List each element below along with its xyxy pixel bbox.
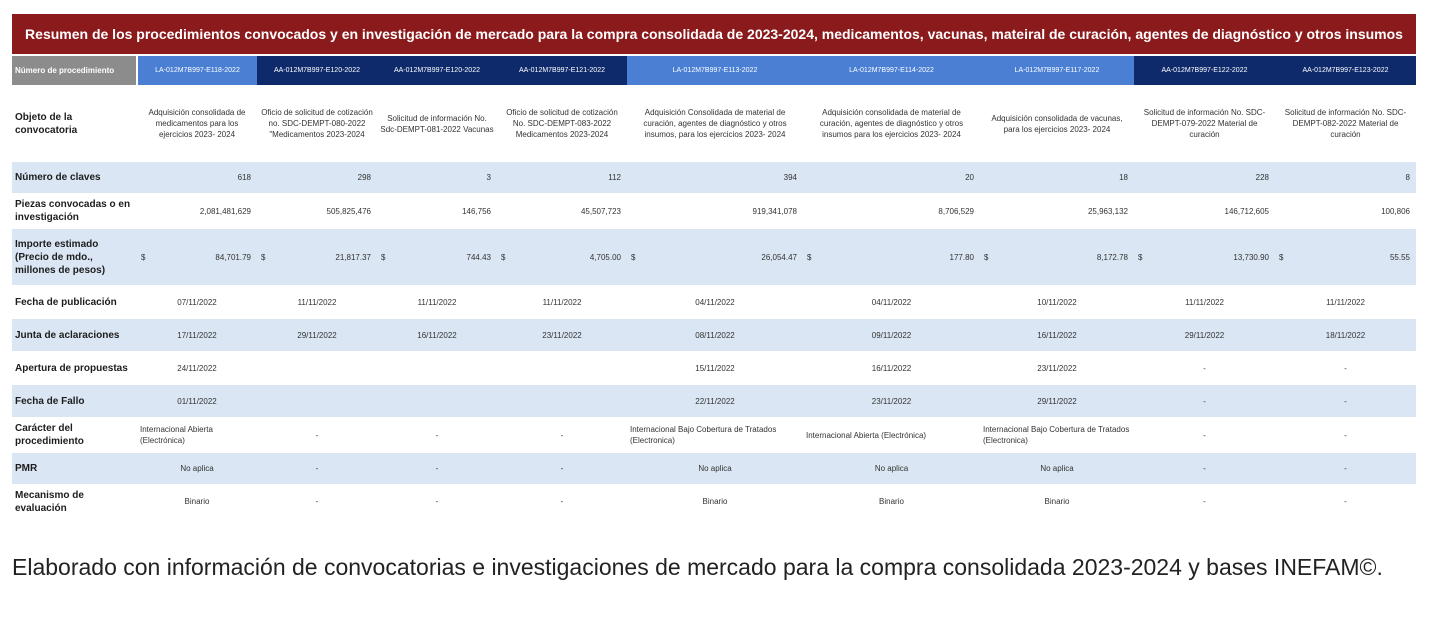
table-cell: No aplica — [627, 453, 803, 484]
table-cell: 146,756 — [462, 206, 491, 216]
currency-symbol: $ — [501, 252, 506, 262]
table-cell: 10/11/2022 — [1037, 297, 1077, 307]
table-cell: 16/11/2022 — [980, 319, 1134, 351]
table-cell: - — [1275, 385, 1416, 417]
row-label: Importe estimado (Precio de mdo., millones de pesos) — [12, 229, 137, 285]
table-cell: Adquisición consolidada de vacunas, para los ejercicios 2023- 2024 — [991, 113, 1123, 134]
table-cell: Solicitud de información No. SDC-DEMPT-079-2022 Material de curación — [1143, 108, 1266, 139]
procedure-number: LA-012M7B997-E114-2022 — [803, 56, 980, 85]
table-cell — [497, 351, 627, 385]
table-cell: 17/11/2022 — [137, 319, 257, 351]
table-cell: 29/11/2022 — [257, 319, 377, 351]
row-label: Fecha de Fallo — [12, 385, 137, 417]
table-cell — [1275, 229, 1416, 285]
procedure-number: AA-012M7B997-E122-2022 — [1134, 56, 1275, 85]
table-cell — [497, 385, 627, 417]
table-row-objeto — [12, 85, 1416, 162]
row-label: Número de claves — [12, 162, 137, 193]
procedure-number: AA-012M7B997-E120-2022 — [377, 56, 497, 85]
table-cell: 8,706,529 — [938, 206, 974, 216]
table-cell: 18/11/2022 — [1275, 319, 1416, 351]
currency-symbol: $ — [381, 252, 386, 262]
table-row-fallo — [12, 385, 1416, 417]
table-cell: - — [1275, 453, 1416, 484]
table-title: Resumen de los procedimientos convocados y en investigación de mercado para la compra consolidada de 2023-2024, medicamentos, vacunas, mateiral de curación, agentes de diagnóstico y otros insumos — [12, 14, 1416, 54]
amount-value: 8,172.78 — [1096, 252, 1128, 262]
row-label: Mecanismo de evaluación — [15, 489, 84, 514]
table-cell: - — [1344, 497, 1347, 506]
table-cell: 919,341,078 — [752, 206, 797, 216]
table-cell: Internacional Abierta (Electrónica) — [806, 430, 927, 440]
amount-value: 55.55 — [1389, 252, 1410, 262]
table-row-junta — [12, 319, 1416, 351]
table-cell: 11/11/2022 — [542, 297, 582, 307]
table-cell: 04/11/2022 — [695, 297, 735, 307]
table-cell: 11/11/2022 — [417, 297, 457, 307]
table-cell: - — [377, 453, 497, 484]
table-cell: 505,825,476 — [326, 206, 371, 216]
procedure-number: LA-012M7B997-E117-2022 — [980, 56, 1134, 85]
table-cell: 23/11/2022 — [803, 385, 980, 417]
table-cell: - — [435, 497, 439, 506]
table-cell: 25,963,132 — [1087, 206, 1128, 216]
table-cell: 16/11/2022 — [871, 363, 912, 373]
table-cell — [377, 385, 497, 417]
amount-value: 177.80 — [949, 252, 974, 262]
table-cell: 45,507,723 — [580, 206, 621, 216]
table-row-claves — [12, 162, 1416, 193]
table-cell: 07/11/2022 — [177, 297, 217, 307]
table-cell: 146,712,605 — [1224, 206, 1269, 216]
table-cell: - — [497, 453, 627, 484]
procedure-number: LA-012M7B997-E113-2022 — [627, 56, 803, 85]
table-cell — [377, 229, 497, 285]
table-cell — [257, 385, 377, 417]
row-label: Fecha de publicación — [15, 296, 117, 308]
table-cell: 24/11/2022 — [177, 363, 217, 373]
row-label: Junta de aclaraciones — [12, 319, 137, 351]
table-cell: 08/11/2022 — [627, 319, 803, 351]
procedure-number: AA-012M7B997-E123-2022 — [1275, 56, 1416, 85]
table-row-importe — [12, 229, 1416, 285]
table-cell: - — [1203, 430, 1206, 440]
table-cell: - — [560, 430, 564, 440]
table-row-caracter — [12, 417, 1416, 453]
currency-symbol: $ — [984, 252, 989, 262]
table-cell: Internacional Bajo Cobertura de Tratados (Electronica) — [630, 425, 777, 445]
table-cell: - — [560, 497, 564, 506]
table-cell: Internacional Bajo Cobertura de Tratados (Electronica) — [983, 425, 1130, 445]
currency-symbol: $ — [261, 252, 266, 262]
table-cell: Binario — [879, 497, 904, 506]
table-cell: - — [1134, 385, 1275, 417]
table-cell: 11/11/2022 — [297, 297, 337, 307]
table-cell: 23/11/2022 — [497, 319, 627, 351]
table-cell — [980, 229, 1134, 285]
table-cell: No aplica — [980, 453, 1134, 484]
table-cell: 29/11/2022 — [1134, 319, 1275, 351]
table-cell: 11/11/2022 — [1185, 297, 1224, 307]
table-cell: - — [1344, 363, 1347, 373]
header-row — [12, 56, 1416, 85]
table-cell: Oficio de solicitud de cotización No. SDC-DEMPT-083-2022 Medicamentos 2023-2024 — [506, 108, 618, 139]
table-cell: 22/11/2022 — [627, 385, 803, 417]
table-row-piezas — [12, 193, 1416, 229]
amount-value: 84,701.79 — [215, 252, 251, 262]
row-label: Carácter del procedimiento — [15, 423, 84, 447]
table-row-pmr — [12, 453, 1416, 484]
table-cell: 29/11/2022 — [980, 385, 1134, 417]
table-cell: No aplica — [137, 453, 257, 484]
table-row-mecanismo — [12, 484, 1416, 519]
table-row-apertura — [12, 351, 1416, 385]
table-cell: - — [315, 497, 319, 506]
table-cell: 112 — [497, 162, 627, 193]
table-cell: Solicitud de información No. SDC-DEMPT-082-2022 Material de curación — [1284, 108, 1407, 139]
table-cell: 618 — [137, 162, 257, 193]
table-cell: - — [257, 453, 377, 484]
table-cell: 3 — [377, 162, 497, 193]
table-cell: - — [435, 430, 439, 440]
currency-symbol: $ — [1279, 252, 1284, 262]
procedure-number: AA-012M7B997-E120-2022 — [257, 56, 377, 85]
table-cell: 11/11/2022 — [1326, 297, 1365, 307]
table-cell: 09/11/2022 — [803, 319, 980, 351]
row-label: PMR — [12, 453, 137, 484]
amount-value: 21,817.37 — [335, 252, 371, 262]
source-footnote: Elaborado con información de convocatorias e investigaciones de mercado para la compra consolidada 2023-2024 y bases INEFAM©. — [12, 554, 1383, 580]
table-cell: 15/11/2022 — [695, 363, 735, 373]
table-cell: 100,806 — [1381, 206, 1410, 216]
table-cell: Internacional Abierta (Electrónica) — [140, 425, 213, 445]
table-cell: Binario — [702, 497, 728, 506]
table-cell: 16/11/2022 — [377, 319, 497, 351]
currency-symbol: $ — [631, 252, 636, 262]
table-row-publicacion — [12, 285, 1416, 319]
table-cell: Adquisición consolidada de medicamentos para los ejercicios 2023- 2024 — [148, 108, 246, 139]
table-cell: - — [1134, 453, 1275, 484]
table-cell — [257, 351, 377, 385]
header-label: Número de procedimiento — [12, 56, 137, 85]
table-cell — [257, 229, 377, 285]
table-cell — [497, 229, 627, 285]
table-cell — [627, 229, 803, 285]
row-label: Apertura de propuestas — [15, 362, 128, 374]
table-cell: Solicitud de información No. Sdc-DEMPT-081-2022 Vacunas — [380, 113, 494, 134]
currency-symbol: $ — [141, 252, 146, 262]
amount-value: 26,054.47 — [761, 252, 797, 262]
table-cell: 298 — [257, 162, 377, 193]
table-cell: Adquisición Consolidada de material de curación, agentes de diagnóstico y otros insumos, para los ejercicios 2023- 2024 — [643, 108, 787, 139]
procedures-table — [12, 56, 1416, 519]
table-cell: 2,081,481,629 — [199, 206, 251, 216]
table-cell: Binario — [184, 497, 210, 506]
row-label: Piezas convocadas o en investigación — [15, 199, 131, 223]
currency-symbol: $ — [807, 252, 812, 262]
table-cell: Adquisición consolidada de material de curación, agentes de diagnóstico y otros insumos para los ejercicios 2023- 2024 — [819, 108, 964, 139]
table-cell — [1134, 229, 1275, 285]
table-cell: 01/11/2022 — [137, 385, 257, 417]
table-cell — [803, 229, 980, 285]
amount-value: 4,705.00 — [589, 252, 621, 262]
table-cell: 20 — [803, 162, 980, 193]
procedure-number: LA-012M7B997-E118-2022 — [137, 56, 257, 85]
currency-symbol: $ — [1138, 252, 1143, 262]
table-cell: 04/11/2022 — [871, 297, 912, 307]
table-cell — [377, 351, 497, 385]
row-label: Objeto de la convocatoria — [15, 111, 78, 136]
table-cell: - — [1203, 363, 1206, 373]
table-cell: Binario — [1044, 497, 1070, 506]
table-cell: 394 — [627, 162, 803, 193]
table-cell: - — [1203, 497, 1206, 506]
table-cell: 228 — [1134, 162, 1275, 193]
amount-value: 13,730.90 — [1233, 252, 1269, 262]
table-cell: No aplica — [803, 453, 980, 484]
table-cell: - — [315, 430, 319, 440]
table-cell: 18 — [980, 162, 1134, 193]
table-cell: Oficio de solicitud de cotización no. SDC-DEMPT-080-2022 "Medicamentos 2023-2024 — [261, 108, 373, 139]
table-cell: 8 — [1275, 162, 1416, 193]
table-cell: 23/11/2022 — [1037, 363, 1077, 373]
amount-value: 744.43 — [466, 252, 491, 262]
table-cell — [137, 229, 257, 285]
procedure-number: AA-012M7B997-E121-2022 — [497, 56, 627, 85]
table-cell: - — [1344, 430, 1347, 440]
